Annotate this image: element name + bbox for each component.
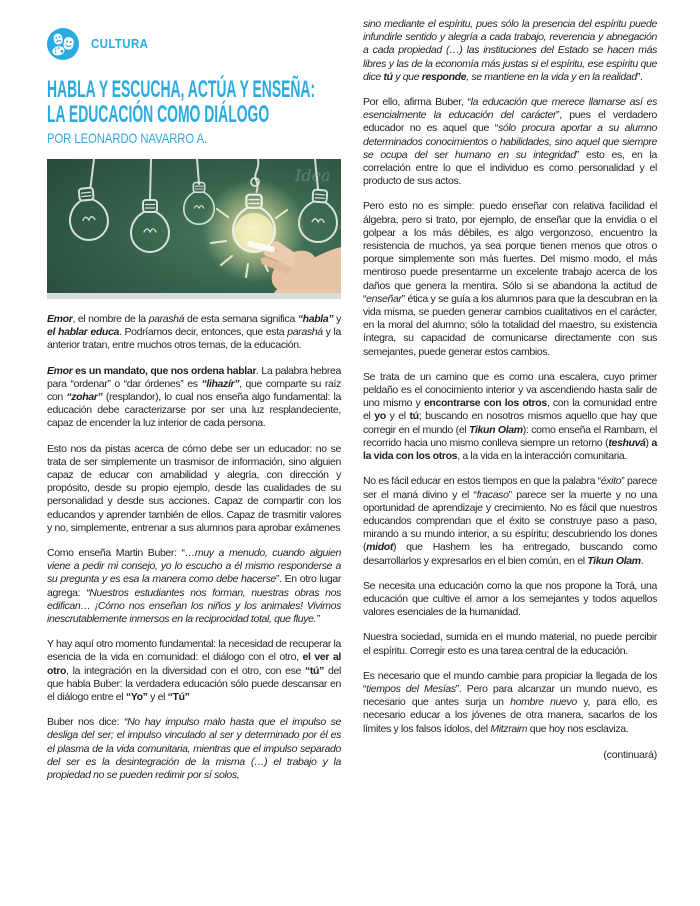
text-run: que hoy nos esclaviza.	[527, 722, 629, 735]
text-run: Se trata de un camino que es como una escalera, cuyo primer peldaño es el conocimiento interior y va ascendiendo hasta salir de uno mismo y	[363, 370, 657, 410]
text-run: Pero esto no es simple: puedo enseñar con relativa facilidad el álgebra, pero si trato, por ejemplo, de enseñar que la envidia o el golpear a los más débiles, es algo vergonzoso, encuentro la resistencia de muchos, ya sea porque tienen menos que otros o porque simplemente son más fuertes. Del mismo modo, el más mentiroso puede presentarme un excelente trabajo acerca de los daños que genera la mentira. Sólo si se abandona la actitud de “	[363, 200, 657, 305]
right-column	[363, 18, 657, 782]
category-label: CULTURA	[91, 37, 149, 51]
text-run: (resplandor), lo cual nos enseña algo fundamental: la educación debe caracterizarse por ser una luz resplandeciente, capaz de encender la luz interior de cada persona.	[47, 391, 341, 430]
text-run: “Nuestros estudiantes nos forman, nuestras obras nos edifican… ¡Cómo nos enseñan los niños y los animales! Vivimos inescrutablemente inmersos en la reciprocidad total, que fluye.”	[47, 586, 341, 626]
text-run: ) que Hashem les ha entregado, buscando como desarrollarlos y expresarlos en el bien común, en el	[363, 541, 657, 567]
text-run: Emor	[47, 364, 73, 377]
text-run: yo	[374, 410, 386, 423]
text-run: . Podríamos decir, entonces, que esta	[118, 326, 288, 339]
article-paragraph	[47, 638, 341, 704]
text-run: enseñar	[366, 292, 402, 305]
idea-chalk-text: Idea	[295, 166, 331, 185]
byline: POR LEONARDO NAVARRO A.	[47, 130, 208, 146]
text-run: Es necesario que el mundo cambie para propiciar la llegada de los “	[363, 669, 657, 695]
text-run: y, para ello, es necesario educar a los jóvenes de otra manera, sacarlos de los límites y los falsos ídolos, del	[363, 696, 657, 735]
text-run: Por ello, afirma Buber, “	[363, 96, 471, 109]
text-run: éxito	[600, 475, 622, 488]
article-paragraph	[47, 547, 341, 626]
text-run: teshuvá	[608, 436, 646, 449]
text-run: a la vida con los otros	[363, 436, 658, 463]
article-paragraph	[363, 18, 657, 84]
article-title	[47, 77, 340, 127]
text-run: tiempos del Mesías	[366, 682, 456, 695]
text-run: y el	[147, 691, 168, 704]
text-run: , la integración en la diversidad con el otro, con ese	[66, 664, 305, 677]
text-run: hombre nuevo	[510, 696, 577, 709]
text-run: “Tú”	[167, 691, 190, 704]
text-run: sino mediante el espíritu, pues sólo la presencia del espíritu puede infundirle sentido y alegría a cada trabajo, reverencia y abnegación a cada propiedad (…) las instituciones del Estado se hacen más libres y las de la economía más justas si el espíritu, ese espíritu que dice	[363, 18, 657, 83]
text-run: “habla”	[297, 313, 334, 325]
article-paragraph	[47, 716, 341, 782]
text-run: Emor	[47, 313, 73, 325]
chalk-tray	[47, 293, 341, 299]
text-run: ” esto es, en la correlación entre lo que el individuo es como personalidad y el producto de sus actos.	[363, 148, 657, 188]
text-run: Se necesita una educación como la que nos propone la Torá, una educación que cultive el amor a los semejantes y todos aquellos valores esenciales de la humanidad.	[363, 579, 657, 619]
text-run: ” ética y se guía a los alumnos para que la descubran en la vida misma, se pueden generar cambios cualitativos en el carácter, en la moral del alumno; sólo la totalidad del maestro, su existencia íntegra, su capacidad de comunicarse directamente con sus semejantes, puede generar estos cambios.	[363, 292, 657, 358]
text-run: Como enseña Martin Buber: “	[47, 547, 185, 560]
text-run: sólo procura aportar a su alumno determinados conocimientos o habilidades, sino aquel que siempre se ocupa del ser humano en su integridad	[363, 122, 658, 161]
text-run: , el nombre de la	[72, 313, 149, 325]
text-run: Y hay aquí otro momento fundamental: la necesidad de recuperar la esencia de la vida en comunidad: el diálogo con el otro,	[47, 638, 342, 664]
text-run: parashá	[148, 313, 185, 325]
article-paragraph	[363, 670, 657, 736]
text-run: ”, pues el verdadero educador no es aquel que “	[363, 109, 657, 135]
text-run: ”. Pero para alcanzar un mundo nuevo, es necesario que antes surja un	[363, 682, 658, 709]
title-line-2: LA EDUCACIÓN COMO DIÁLOGO	[47, 101, 270, 128]
text-run: “zohar”	[66, 391, 103, 404]
text-run: y	[333, 313, 341, 325]
text-run: . La palabra hebrea para “ordenar” o “dar órdenes” es	[47, 364, 341, 390]
culture-masks-icon	[47, 28, 79, 60]
text-run: y el	[385, 410, 410, 423]
article-paragraph	[363, 631, 657, 657]
text-run: ; buscando en nosotros mismos aquello que hay que corregir en el mundo (el	[363, 410, 657, 436]
text-run: el ver al otro	[47, 651, 341, 677]
text-run: encontrarse con los otros	[423, 397, 547, 410]
text-run: tú	[383, 70, 393, 83]
text-run: midot	[366, 541, 393, 554]
text-run: Tikun Olam	[469, 423, 523, 436]
article-paragraph	[363, 371, 657, 463]
text-run: ”.	[636, 70, 643, 83]
article-paragraph	[363, 580, 657, 620]
text-run: ): como enseña el Rambam, el recorrido hacia uno mismo conlleva siempre un retorno (	[363, 423, 657, 449]
text-run: parashá	[287, 326, 323, 339]
text-run: Esto nos da pistas acerca de cómo debe ser un educador: no se trata de ser simplemente un trasmisor de información, sino alguien capaz de educar con amabilidad y alegría, con dirección y propósito, desde su propio ejemplo, desde las cualidades de su personalidad y desde sus acciones. Capaz de compartir con los educandos y aprender también de ellos. Capaz de trasmitir valores y no, simplemente, entrenar a sus alumnos para aprobar exámenes	[47, 442, 341, 534]
text-run: .	[640, 554, 644, 567]
title-line-1: HABLA Y ESCUCHA, ACTÚA Y ENSEÑA:	[47, 76, 316, 103]
category-header	[47, 28, 341, 60]
text-run: y que	[392, 70, 422, 83]
text-run: ”. En otro lugar agrega:	[47, 573, 341, 599]
text-run: , que comparte su raíz con	[47, 377, 341, 404]
text-run: “Yo”	[125, 691, 148, 704]
text-run: “No hay impulso malo hasta que el impulso se desliga del ser; el impulso vinculado al ser y determinado por él es el plasma de la vida comunitaria, mientras que el impulso separado del ser es la desintegración de la misma (…) el trabajo y la propiedad no se pueden redimir por sí solos,	[47, 716, 342, 782]
text-run: No es fácil educar en estos tiempos en que la palabra “	[363, 475, 601, 488]
article-paragraph	[363, 475, 657, 567]
text-run: Mitzraim	[490, 722, 528, 735]
chalkboard-lightbulbs-photo	[47, 159, 341, 299]
text-run: Buber nos dice:	[47, 716, 124, 729]
text-run: Tikun Olam	[587, 554, 641, 567]
text-run: …muy a menudo, cuando alguien viene a pedir mi consejo, yo lo escucho a él mismo responderse a su pregunta y es esa la manera como debe hacerse	[47, 547, 341, 586]
left-column	[47, 18, 341, 782]
text-run: el hablar educa	[47, 326, 119, 339]
text-run: tú	[409, 410, 419, 423]
article-column-right-text	[363, 18, 657, 736]
text-run: “lihazír”	[201, 377, 240, 390]
text-run: responde	[421, 70, 467, 83]
text-run: es un mandato, que nos ordena hablar	[72, 364, 257, 377]
text-run: y la anterior tratan, entre muchos otros temas, de la educación.	[47, 326, 342, 352]
article-paragraph	[363, 96, 657, 188]
article-paragraph	[47, 365, 341, 431]
text-run: ” parece ser el maná divino y el “	[363, 475, 657, 501]
text-run: del que habla Buber: la verdadera educación sólo puede descansar en el diálogo entre el	[47, 664, 341, 704]
text-run: de esta semana significa	[184, 313, 298, 325]
text-run: la educación que merece llamarse así es esencialmente la educación del carácter	[363, 96, 658, 122]
article-paragraph	[47, 313, 341, 353]
text-run: )	[645, 436, 652, 449]
article-column-left-text	[47, 313, 341, 782]
text-run: , a la vida en la interacción comunitaria.	[457, 450, 627, 463]
text-run: , con la comunidad entre el	[363, 397, 657, 423]
text-run: “tú”	[305, 664, 325, 677]
text-run: , se mantiene en la vida y en la realidad	[466, 70, 637, 83]
continuation-note: (continuará)	[603, 748, 657, 761]
text-run: Nuestra sociedad, sumida en el mundo material, no puede percibir el espíritu. Corregir esto es una tarea central de la educación.	[363, 631, 657, 657]
article-paragraph	[363, 200, 657, 358]
text-run: fracaso	[476, 488, 509, 501]
text-run: ” parece ser la muerte y no una oportunidad de aprendizaje y crecimiento. No es fácil que nuestros educandos comprendan que el éxito se construye paso a paso, mirando a su mundo interior, a su espíritu; descubriendo los dones (	[363, 488, 657, 554]
article-paragraph	[47, 443, 341, 535]
